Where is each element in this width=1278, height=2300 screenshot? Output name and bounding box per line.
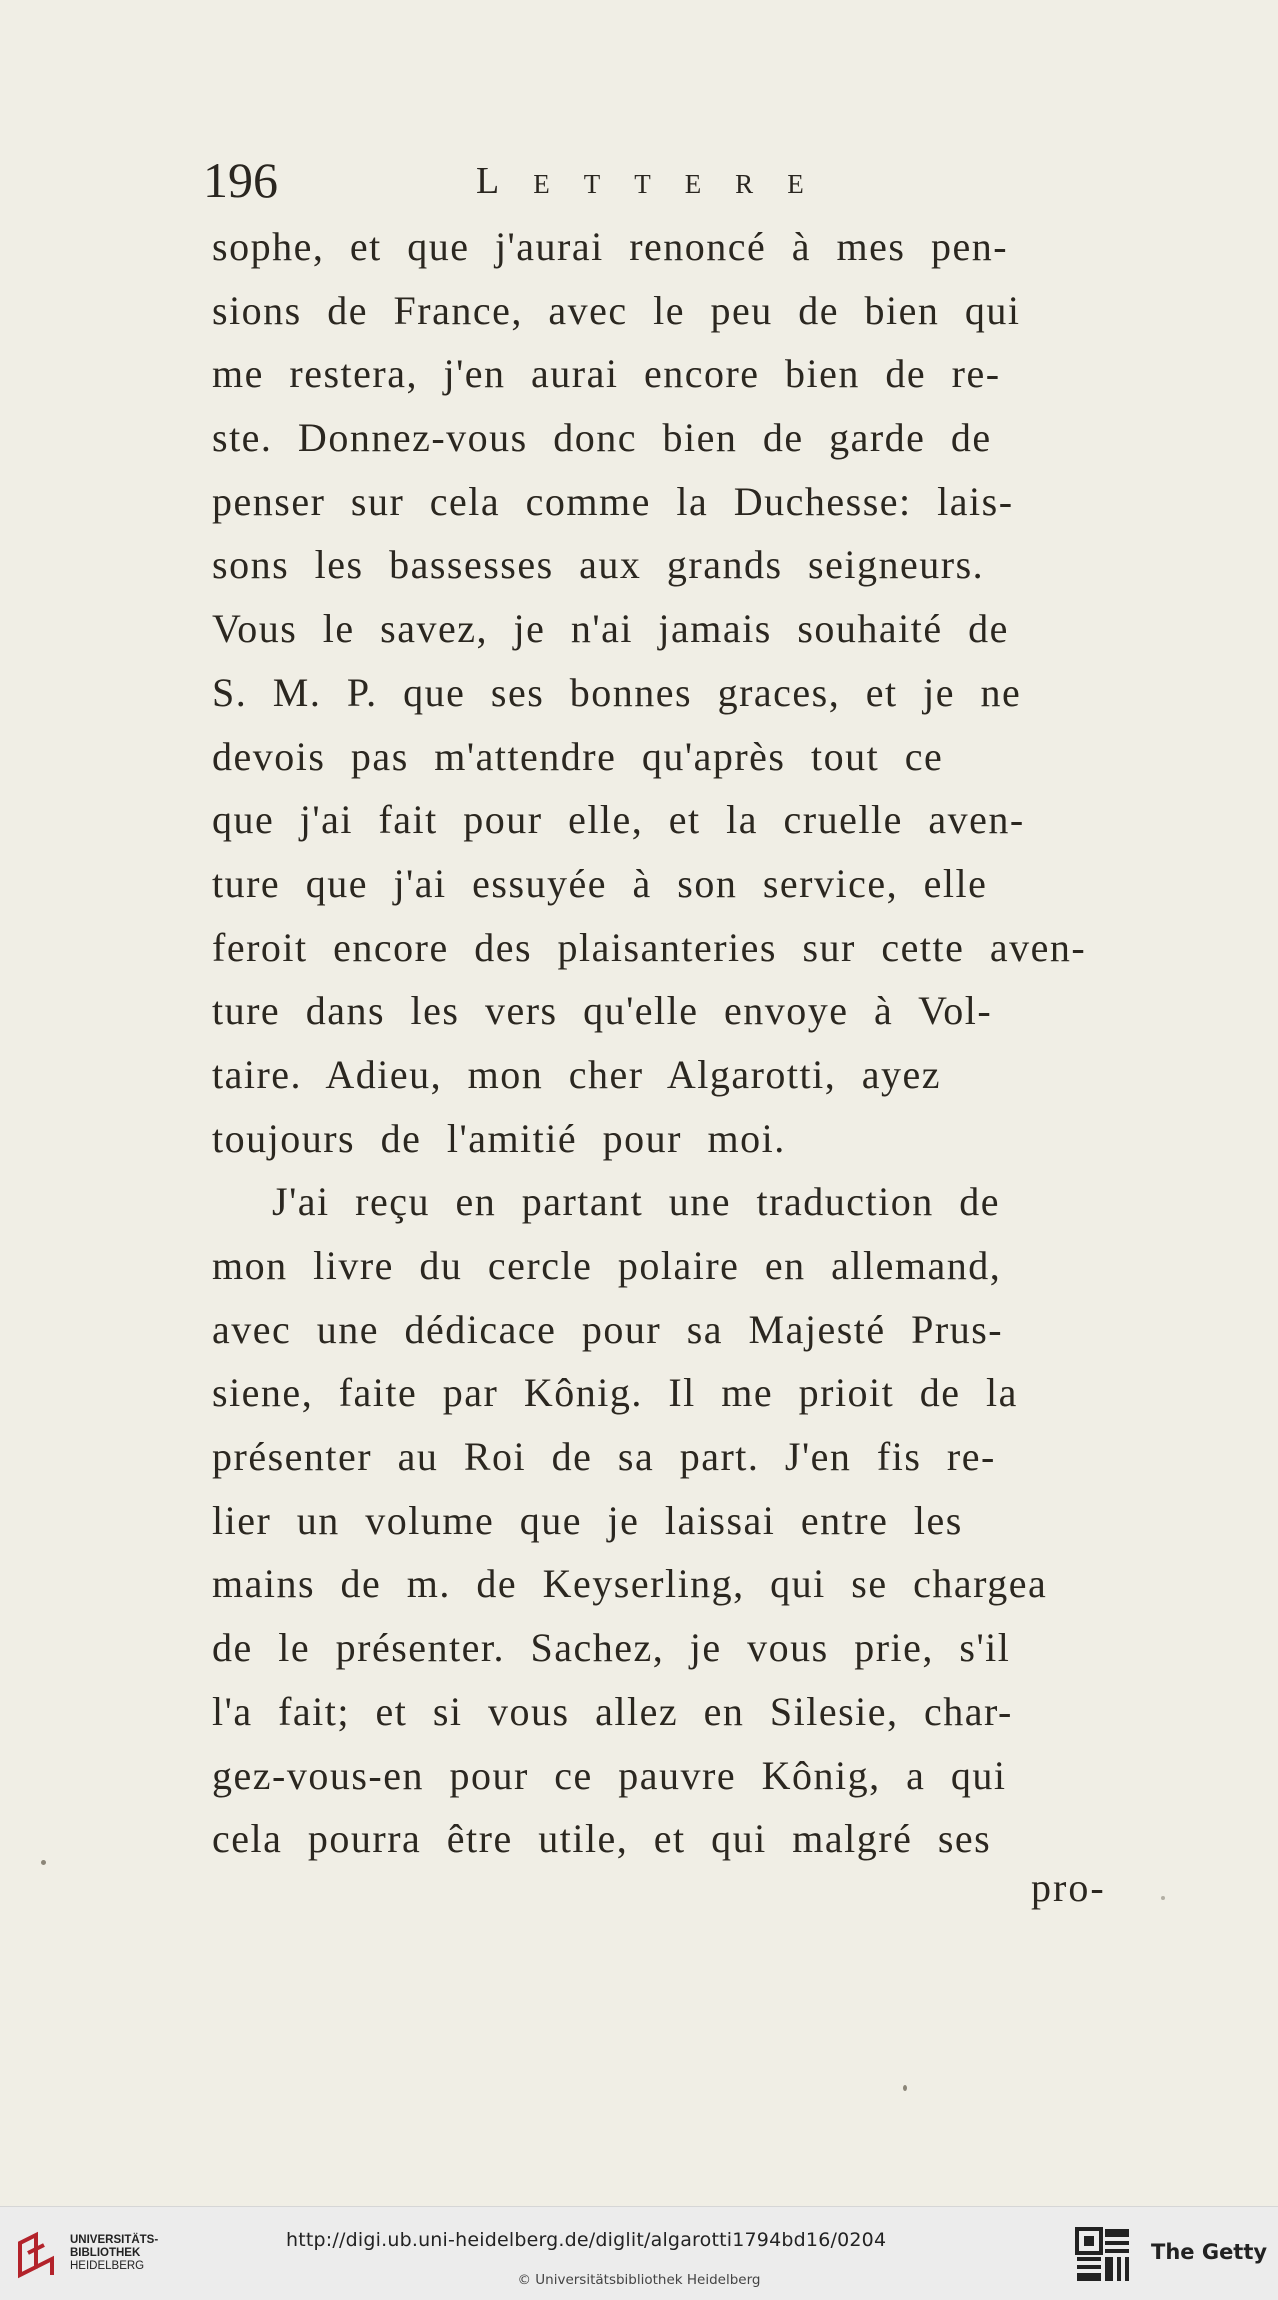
text-line: devois pas m'attendre qu'après tout ce: [212, 733, 944, 779]
text-line: mains de m. de Keyserling, qui se chargea: [212, 1561, 1048, 1607]
text-line: siene, faite par Kônig. Il me prioit de la: [212, 1370, 1018, 1416]
text-line: avec une dédicace pour sa Majesté Prus-: [212, 1306, 1004, 1352]
library-name: [70, 2234, 158, 2273]
text-line: que j'ai fait pour elle, et la cruelle aven-: [212, 797, 1025, 843]
text-line: taire. Adieu, mon cher Algarotti, ayez: [212, 1051, 942, 1097]
text-line: ture que j'ai essuyée à son service, elle: [212, 860, 988, 906]
running-head: [203, 150, 1203, 210]
copyright-notice: © Universitätsbibliothek Heidelberg: [517, 2272, 761, 2288]
text-line: sons les bassesses aux grands seigneurs.: [212, 542, 985, 588]
text-line: ture dans les vers qu'elle envoye à Vol-: [212, 988, 993, 1034]
text-line: présenter au Roi de sa part. J'en fis re-: [212, 1434, 996, 1480]
text-line: cela pourra être utile, et qui malgré ses: [212, 1816, 992, 1862]
text-line: penser sur cela comme la Duchesse: lais-: [212, 478, 1014, 524]
page-number: 196: [203, 152, 278, 208]
library-name-line: UNIVERSITÄTS-: [70, 2234, 159, 2246]
getty-logo-icon: [1075, 2227, 1131, 2283]
paper-speck: [903, 2085, 907, 2091]
paper-speck: [1161, 1896, 1165, 1900]
text-line: J'ai reçu en partant une traduction de: [272, 1179, 1000, 1225]
text-line: sophe, et que j'aurai renoncé à mes pen-: [212, 224, 1009, 269]
text-line: sions de France, avec le peu de bien qui: [212, 287, 1021, 333]
page-body-text: [212, 215, 1162, 1871]
catchword: pro-: [1031, 1865, 1106, 1910]
text-line: de le présenter. Sachez, je vous prie, s'il: [212, 1625, 1011, 1671]
text-line: ste. Donnez-vous donc bien de garde de: [212, 415, 992, 461]
running-head-title: Lettere: [476, 160, 838, 202]
text-line: lier un volume que je laissai entre les: [212, 1497, 963, 1543]
text-line: me restera, j'en aurai encore bien de re-: [212, 351, 1001, 397]
footer-bar: [0, 2206, 1278, 2300]
permalink-url[interactable]: http://digi.ub.uni-heidelberg.de/diglit/algarotti1794bd16/0204: [286, 2229, 887, 2251]
text-line: gez-vous-en pour ce pauvre Kônig, a qui: [212, 1752, 1007, 1798]
text-line: toujours de l'amitié pour moi.: [212, 1115, 786, 1161]
paper-speck: [41, 1860, 46, 1865]
partner-name: The Getty: [1151, 2240, 1268, 2264]
library-name-line: BIBLIOTHEK: [70, 2247, 141, 2259]
text-line: l'a fait; et si vous allez en Silesie, char-: [212, 1688, 1013, 1734]
text-line: mon livre du cercle polaire en allemand,: [212, 1243, 1002, 1288]
text-line: feroit encore des plaisanteries sur cette aven-: [212, 924, 1087, 970]
library-name-line: HEIDELBERG: [70, 2260, 145, 2272]
text-line: Vous le savez, je n'ai jamais souhaité de: [212, 606, 1009, 652]
text-line: S. M. P. que ses bonnes graces, et je ne: [212, 669, 1022, 715]
